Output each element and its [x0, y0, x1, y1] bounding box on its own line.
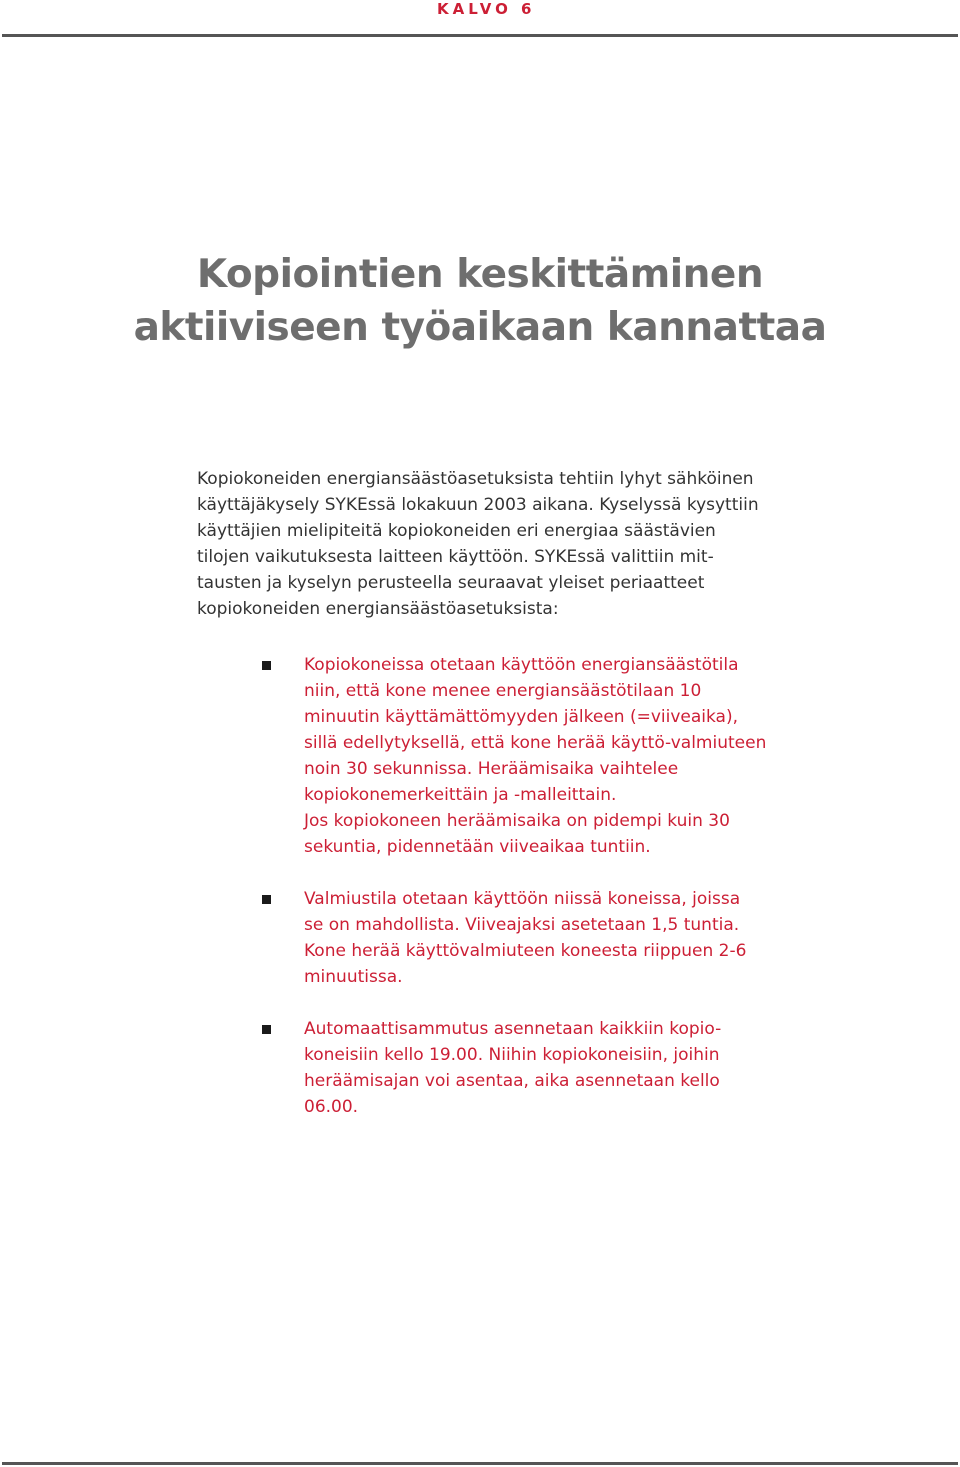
- intro-line: tilojen vaikutuksesta laitteen käyttöön. SYKEssä valittiin mit-: [197, 547, 714, 567]
- list-item-line: 06.00.: [304, 1097, 359, 1117]
- list-item: [262, 1016, 822, 1120]
- intro-line: tausten ja kyselyn perusteella seuraavat yleiset periaatteet: [197, 573, 705, 593]
- list-item-line: koneisiin kello 19.00. Niihin kopiokoneisiin, joihin: [304, 1045, 720, 1065]
- list-item-line: Kone herää käyttövalmiuteen koneesta riippuen 2-6: [304, 941, 747, 961]
- intro-line: kopiokoneiden energiansäästöasetuksista:: [197, 599, 559, 619]
- top-rule: [2, 34, 958, 37]
- page-header-label: KALVO 6: [437, 0, 536, 18]
- list-item-line: minuutin käyttämättömyyden jälkeen (=viiveaika),: [304, 707, 739, 727]
- list-item-line: niin, että kone menee energiansäästötilaan 10: [304, 681, 702, 701]
- page-title: [100, 248, 860, 354]
- title-line-1: Kopiointien keskittäminen: [196, 252, 764, 297]
- square-bullet-icon: [262, 895, 271, 904]
- list-item-line: se on mahdollista. Viiveajaksi asetetaan 1,5 tuntia.: [304, 915, 740, 935]
- intro-line: käyttäjäkysely SYKEssä lokakuun 2003 aikana. Kyselyssä kysyttiin: [197, 495, 759, 515]
- title-line-2: aktiiviseen työaikaan kannattaa: [133, 305, 827, 350]
- list-item-line: Jos kopiokoneen heräämisaika on pidempi kuin 30: [304, 811, 730, 831]
- recommendation-list: [262, 652, 822, 1146]
- square-bullet-icon: [262, 1025, 271, 1034]
- list-item-line: Automaattisammutus asennetaan kaikkiin kopio-: [304, 1019, 722, 1039]
- intro-line: käyttäjien mielipiteitä kopiokoneiden eri energiaa säästävien: [197, 521, 716, 541]
- list-item: [262, 652, 822, 860]
- list-item: [262, 886, 822, 990]
- list-item-line: heräämisajan voi asentaa, aika asennetaan kello: [304, 1071, 720, 1091]
- list-item-line: Kopiokoneissa otetaan käyttöön energiansäästötila: [304, 655, 739, 675]
- list-item-line: sillä edellytyksellä, että kone herää käyttö-valmiuteen: [304, 733, 767, 753]
- list-item-line: Valmiustila otetaan käyttöön niissä koneissa, joissa: [304, 889, 741, 909]
- bottom-rule: [2, 1462, 958, 1465]
- list-item-line: noin 30 sekunnissa. Heräämisaika vaihtelee: [304, 759, 679, 779]
- square-bullet-icon: [262, 661, 271, 670]
- list-item-line: kopiokonemerkeittäin ja -malleittain.: [304, 785, 617, 805]
- list-item-line: sekuntia, pidennetään viiveaikaa tuntiin.: [304, 837, 651, 857]
- intro-text: [197, 466, 797, 622]
- intro-line: Kopiokoneiden energiansäästöasetuksista tehtiin lyhyt sähköinen: [197, 469, 754, 489]
- list-item-line: minuutissa.: [304, 967, 403, 987]
